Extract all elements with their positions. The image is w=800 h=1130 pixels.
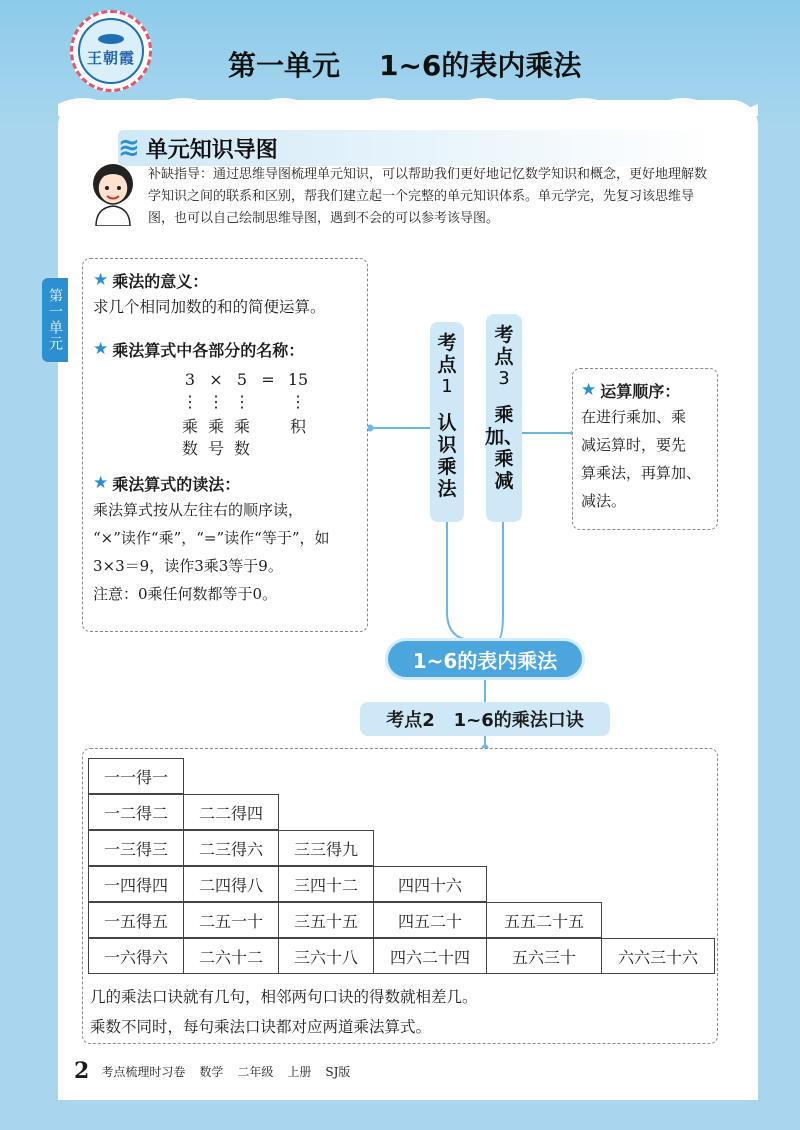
- star-icon: ★: [93, 473, 109, 493]
- star-icon: ★: [581, 380, 597, 400]
- central-topic: 1~6的表内乘法: [385, 638, 585, 680]
- factor-b: 5: [236, 370, 248, 389]
- factor-a: 3: [184, 370, 196, 389]
- formula-row: [177, 370, 315, 389]
- kp3-number: 3: [498, 368, 510, 389]
- brand-logo: [70, 10, 152, 92]
- section-header: [118, 130, 716, 166]
- kp1-char: 认: [437, 412, 457, 434]
- kp1-char: 考: [437, 332, 457, 354]
- table-cell: 二二得四: [183, 794, 279, 830]
- guide-text: 补缺指导：通过思维导图梳理单元知识，可以帮助我们更好地记忆数学知识和概念，更好地理解数学知识之间的联系和区别，帮我们建立起一个完整的单元知识体系。单元学完，先复习该思维导图，也可以自己绘制思维导图，遇到不会的可以参考该导图。: [148, 167, 708, 226]
- order-line: 在进行乘加、乘: [581, 408, 687, 426]
- meaning-heading: [93, 267, 357, 293]
- table-cell: 一一得一: [88, 758, 184, 794]
- star-icon: ★: [93, 270, 109, 290]
- dots: ⋮: [234, 392, 250, 411]
- key-point-3: [486, 314, 522, 522]
- dots-row: [177, 392, 315, 411]
- kp1-number: 1: [441, 376, 453, 397]
- logo-text: 王朝霞: [86, 49, 135, 67]
- name-char: 乘: [233, 417, 250, 436]
- reading-line: 注意：0乘任何数都等于0。: [93, 585, 278, 603]
- wave-lines-icon: ≋: [118, 133, 140, 163]
- table-cell: 三三得九: [278, 830, 374, 866]
- name-char: 乘: [207, 417, 224, 436]
- name-char: 号: [207, 439, 224, 458]
- formula-diagram: [177, 362, 357, 458]
- key-point-2: 考点2 1~6的乘法口诀: [360, 702, 610, 736]
- times-sign: ×: [209, 370, 223, 389]
- equals-sign: =: [261, 370, 275, 389]
- name-char: 数: [181, 439, 198, 458]
- edition: SJ版: [325, 1064, 351, 1079]
- meaning-title: 乘法的意义：: [112, 271, 209, 291]
- order-title: 运算顺序：: [600, 381, 681, 401]
- table-cell: 三六十八: [278, 938, 374, 974]
- table-cell: 一六得六: [88, 938, 184, 974]
- table-notes: [90, 982, 710, 1042]
- table-cell: 二四得八: [183, 866, 279, 902]
- meaning-text: 求几个相同加数的和的简便运算。: [93, 298, 326, 316]
- order-line: 算乘法，再算加、: [581, 464, 702, 482]
- kp1-char: 乘: [437, 456, 457, 478]
- reading-line: 3×3＝9，读作3乘3等于9。: [93, 557, 283, 575]
- grade: 二年级: [237, 1064, 274, 1079]
- table-cell: 五五二十五: [486, 902, 602, 938]
- order-heading: [581, 377, 709, 403]
- kp3-char: 点: [494, 346, 514, 368]
- table-cell: 一三得三: [88, 830, 184, 866]
- table-cell: 一五得五: [88, 902, 184, 938]
- dots: ⋮: [208, 392, 224, 411]
- kp3-char: 考: [494, 324, 514, 346]
- page-footer: [74, 1058, 364, 1084]
- kp3-char: 加、: [485, 426, 524, 448]
- table-cell: 一四得四: [88, 866, 184, 902]
- reading-title: 乘法算式的读法：: [112, 474, 241, 494]
- dots: ⋮: [182, 392, 198, 411]
- table-cell: 二三得六: [183, 830, 279, 866]
- subject: 数学: [199, 1064, 224, 1079]
- table-note: 几的乘法口诀就有几句，相邻两句口诀的得数就相差几。: [90, 988, 478, 1006]
- table-cell: 四四十六: [373, 866, 487, 902]
- girl-avatar-icon: [88, 160, 138, 226]
- order-box: [572, 368, 718, 530]
- kp1-char: 识: [437, 434, 457, 456]
- names-row-2: [177, 436, 255, 459]
- book-name: 考点梳理时习卷: [101, 1064, 186, 1079]
- name-char: 数: [233, 439, 250, 458]
- side-unit-tab: 第一单元: [42, 278, 68, 362]
- table-cell: 三五十五: [278, 902, 374, 938]
- table-cell: 二五一十: [183, 902, 279, 938]
- parts-title: 乘法算式中各部分的名称：: [112, 340, 305, 360]
- reading-line: 乘法算式按从左往右的顺序读，: [93, 501, 304, 519]
- reading-line: “×”读作“乘”，“=”读作“等于”，如: [93, 529, 330, 547]
- section-title: 单元知识导图: [145, 137, 278, 163]
- volume: 上册: [287, 1064, 312, 1079]
- order-line: 减运算时，要先: [581, 436, 687, 454]
- concept-box: [82, 258, 368, 632]
- product: 15: [287, 370, 309, 389]
- kp3-char: 乘: [494, 404, 514, 426]
- wave-border: [58, 92, 758, 116]
- kp3-char: 乘: [494, 448, 514, 470]
- names-row-1: [177, 414, 315, 437]
- table-cell: 四六二十四: [373, 938, 487, 974]
- kp1-char: 点: [437, 354, 457, 376]
- table-cell: 二六十二: [183, 938, 279, 974]
- order-line: 减法。: [581, 492, 627, 510]
- table-note: 乘数不同时，每句乘法口诀都对应两道乘法算式。: [90, 1018, 432, 1036]
- reading-heading: [93, 470, 357, 496]
- eye-icon: [98, 34, 124, 44]
- table-cell: 一二得二: [88, 794, 184, 830]
- kp3-char: 减: [494, 470, 514, 492]
- unit-title: 第一单元 1~6的表内乘法: [228, 49, 582, 82]
- dots: ⋮: [290, 392, 306, 411]
- key-point-1: [430, 322, 464, 522]
- table-cell: 六六三十六: [601, 938, 715, 974]
- name-char: 乘: [181, 417, 198, 436]
- kp1-char: 法: [437, 478, 457, 500]
- star-icon: ★: [93, 339, 109, 359]
- table-cell: 五六三十: [486, 938, 602, 974]
- page-number: 2: [74, 1058, 90, 1084]
- table-cell: 三四十二: [278, 866, 374, 902]
- parts-heading: [93, 336, 357, 362]
- table-cell: 四五二十: [373, 902, 487, 938]
- name-char: 积: [289, 417, 306, 436]
